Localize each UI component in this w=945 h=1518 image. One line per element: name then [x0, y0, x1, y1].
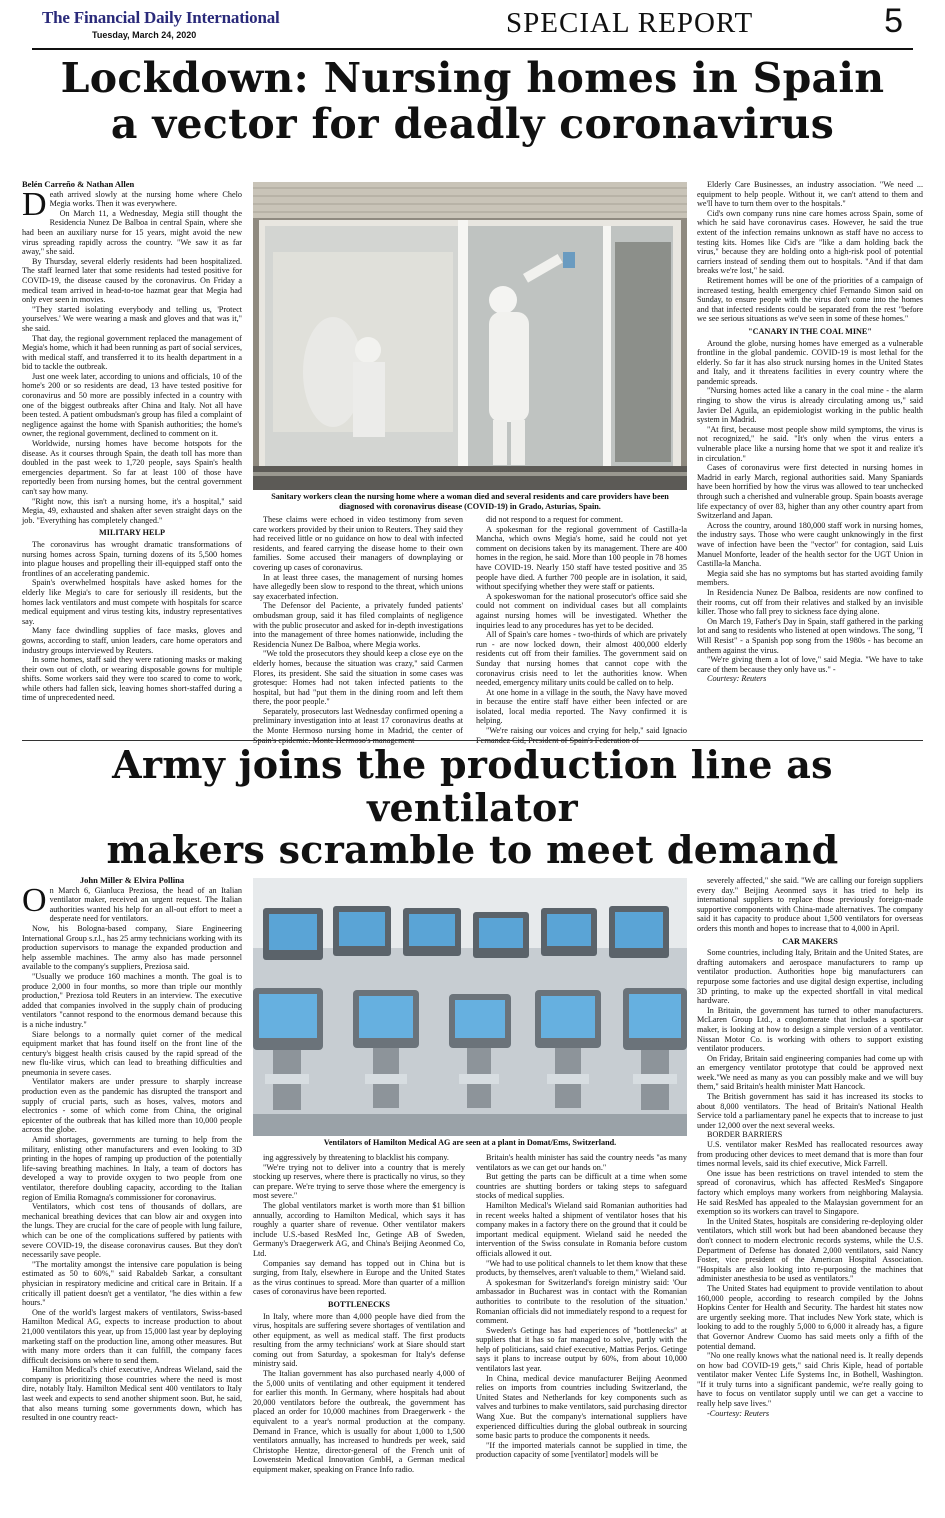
article1-column-2 — [253, 515, 463, 745]
paragraph: Cid's own company runs nine care homes across Spain, some of which he said have coronavirus cases. However, he said the true extent of the infection remains unknown as staff have no access to testing kits. Homes like Cid's are "like a dam holding back the virus," because they are holding onto a high-risk pool of potential carriers instead of sending them out to hospitals. "And if that dam breaks we're lost," he said. — [697, 208, 923, 276]
paragraph: On March 11, a Wednesday, Megia still thought the Residencia Nunez De Balboa in central Spain, where she had been an auxiliary nurse for 15 years, might avoid the new virus spreading rapidly across the country. "We saw it as far away," she said. — [22, 208, 242, 257]
article2-photo-caption: Ventilators of Hamilton Medical AG are seen at a plant in Domat/Ems, Switzerland. — [323, 1138, 617, 1147]
paragraph: "Usually we produce 160 machines a month. The goal is to produce 2,000 in four months, so more than triple our monthly production," Preziosa told Reuters in an interview. The executive added that companies involved in the supply chain of producing ventilators "cannot respond to the enormous demand because this is a niche industry." — [22, 971, 242, 1029]
article1-subhead-canary: "CANARY IN THE COAL MINE" — [748, 326, 872, 336]
paragraph: Retirement homes will be one of the priorities of a campaign of increased testing, health emergency chief Fernando Simon said on Sunday, to ensure people with the virus don't come into the homes and that infected residents could be separated from the rest "before we see serious situations as we've seen in some of these homes." — [697, 275, 923, 324]
paragraph: The Defensor del Paciente, a privately funded patients' ombudsman group, said it has filed complaints of negligence with the public prosecutor and asked for in-depth investigations into the management of three homes nationwide, including the Residencia Nunez De Balboa, where Megia works. — [253, 601, 463, 649]
paragraph: n March 6, Gianluca Preziosa, the head of an Italian ventilator maker, received an urgent request. The Italian authorities wanted his help for an all-out effort to meet a desperate need for ventilators. — [49, 885, 242, 924]
paragraph: "The mortality amongst the intensive care population is being estimated as 50 to 60%," said Rabaldeb Sarkar, a consultant physician in respiratory medicine and critical care in Britain. If a critically ill patient doesn't get a ventilator, "he dies within a few hours." — [22, 1259, 242, 1308]
article1-byline: Belén Carreño & Nathan Allen — [22, 179, 135, 189]
paragraph: "Nursing homes acted like a canary in the coal mine - the alarm ringing to show the virus is already circulating among us," said Javier Del Aguila, an epidemiologist working in the public health system in Madrid. — [697, 386, 923, 425]
paragraph: At one home in a village in the south, the Navy have moved in because the entire staff have either been infected or are isolated, local media reported. The Navy confirmed it is helping. — [476, 687, 687, 726]
paragraph: "If the imported materials cannot be supplied in time, the production capacity of some [ventilator] models will be — [476, 1440, 687, 1460]
paragraph: Megia said she has no symptoms but has started avoiding family members. — [697, 568, 923, 588]
paragraph: A spokeswoman for the national prosecutor's office said she could not comment on individual cases but all complaints against nursing homes will be investigated. Whether the inquiries lead to any procedures has yet to be decided. — [476, 591, 687, 630]
paragraph: "We're raising our voices and crying for help," said Ignacio Fernandez Cid, President of Spain's Federation of — [476, 726, 687, 745]
paragraph: Ventilators, which cost tens of thousands of dollars, are mechanical breathing devices that can blow air and oxygen into the lungs. They are crucial for the care of people with lung failure, which can be one of the complications suffered by patients with severe COVID-19, the disease coronavirus causes. But they don't necessarily save people. — [22, 1202, 242, 1260]
paragraph: Ventilator makers are under pressure to sharply increase production even as the pandemic has disrupted the transport and supply of crucial parts, such as hoses, valves, motors and electronics - some of which come from China, the original epicenter of the outbreak that has killed more than 10,000 people across the globe. — [22, 1077, 242, 1135]
paragraph: Now, his Bologna-based company, Siare Engineering International Group s.r.l., has 25 army technicians working with its production supervisors to manage the expanded production and help assemble machines. The army also has made personnel available to the company's suppliers, Preziosa said. — [22, 923, 242, 972]
paragraph: Many face dwindling supplies of face masks, gloves and gowns, according to staff, union leaders, care home operators and industry groups interviewed by Reuters. — [22, 626, 242, 655]
section-title: SPECIAL REPORT — [506, 7, 754, 39]
paragraph: Worldwide, nursing homes have become hotspots for the disease. As it courses through Spain, the death toll has more than doubled in the past week to 1,720 people, says Spain's health emergencies department. So far at least 100 of those have reportedly been from nursing homes, but the central government can't say how many. — [22, 439, 242, 496]
article1-dropcap: D — [22, 185, 47, 223]
paragraph: Sweden's Getinge has had experiences of "bottlenecks" at suppliers that it has so far managed to solve, partly with the help of politicians, said chief executive, Mattias Perjos. Getinge says it plans to increase output by 60%, from about 10,000 ventilators last year. — [476, 1325, 687, 1374]
ventilators-photo-illustration — [253, 878, 687, 1136]
paragraph: Elderly Care Businesses, an industry association. "We need ... equipment to help people. Without it, we can't attend to them and we'll have to turn them over to the hospitals." — [697, 180, 923, 209]
paragraph: Separately, prosecutors last Wednesday confirmed opening a preliminary investigation into at least 17 coronavirus deaths at the Monte Hermoso nursing home in Madrid, the center of Spain's epidemic. Monte Hermoso's management — [253, 706, 463, 745]
paragraph: Across the country, around 180,000 staff work in nursing homes, the industry says. Those who were caught unknowingly in the first wave of infection have been the "vector" for contagion, said Luis Manuel Monforte, leader of the health sector for the UGT Union in Castilla-la Mancha. — [697, 520, 923, 569]
paragraph: On March 19, Father's Day in Spain, staff gathered in the parking lot and sang to residents who listened at open windows. The song, "I Will Resist" - a Spanish pop song from the 1980s - has become an anthem against the virus. — [697, 616, 923, 655]
paragraph: "They started isolating everybody and telling us, 'Protect yourselves.' We were wearing a mask and gloves and that was it," she said. — [22, 304, 242, 333]
masthead-divider — [32, 48, 913, 50]
paragraph: Just one week later, according to unions and officials, 10 of the home's 200 or so residents are dead, 13 have tested positive for coronavirus and 50 more are possibly infected in a country with one of the biggest outbreaks after China and Italy. Not all have been tested. A patient ombudsman's group has filed a complaint of negligence against the home with Spanish authorities; the home's owner, the regional government, declined to comment on it. — [22, 371, 242, 439]
paragraph: But getting the parts can be difficult at a time when some countries are shutting borders or taking steps to safeguard stocks of medical supplies. — [476, 1172, 687, 1201]
paragraph: "We told the prosecutors they should keep a close eye on the elderly homes, because the situation was crazy," said Carmen Flores, its president. She said the situation in some cases was grotesque: Homes had not taken infected patients to the hospital, but had "put them in the dining room and left them there, the poor people." — [253, 649, 463, 707]
article2-photo-ventilators — [253, 878, 687, 1136]
paragraph: The United States had equipment to provide ventilation to about 160,000 people, according to research compiled by the Johns Hopkins Center for Health and Security. The hardest hit states now are urgently seeking more. That includes New York state, which is looking to add to the roughly 5,000 to 6,000 it already has, a figure that Governor Andrew Cuomo has said meets only a fifth of the potential demand. — [697, 1283, 923, 1351]
paragraph: In Residencia Nunez De Balboa, residents are now confined to their rooms, cut off from their relatives and stalked by an invisible killer. Those who fall prey to sickness face dying alone. — [697, 587, 923, 617]
paragraph: "We had to use political channels to let them know that these products, by themselves, aren't valuable to them," Wieland said. — [476, 1258, 687, 1278]
article-divider — [22, 740, 923, 741]
article2-headline-line1: Army joins the production line as ventilator — [112, 742, 833, 830]
article2-subhead-car-makers: CAR MAKERS — [782, 936, 838, 946]
paragraph: "At first, because most people show mild symptoms, the virus is not recognized," he said. "It's only when the virus enters a vulnerable place like a nursing home that we spot it and realize it's in circulation." — [697, 424, 923, 463]
paragraph: In the United States, hospitals are considering re-deploying older ventilators, which still work but had been abandoned because they don't connect to modern electronic records systems, while the U.S. Department of Defense has donated 2,000 ventilators, said Nancy Foster, vice president of the American Hospital Association. "Hospitals are also looking into re-purposing the machines that administer anesthesia to be used as ventilators." — [697, 1216, 923, 1284]
article2-headline — [0, 744, 945, 872]
article1-subhead-military-help: MILITARY HELP — [99, 528, 165, 538]
article1-photo-caption: Sanitary workers clean the nursing home where a woman died and several residents and care providers have been diagnosed with coronavirus disease (COVID-19) in Grado, Asturias, Spain. — [271, 492, 669, 511]
paragraph: ing aggressively by threatening to blacklist his company. — [263, 1153, 449, 1162]
article1-column-4 — [697, 180, 923, 735]
paragraph: Hamilton Medical's chief executive, Andreas Wieland, said the company is prioritizing those countries where the need is most dire, notably Italy. Hamilton Medical sent 400 ventilators to Italy last week and expects to send another shipment soon. But, he said, that also means turning some governments down, which has resulted in one country react- — [22, 1365, 242, 1423]
article1-column-1 — [22, 180, 242, 735]
masthead — [10, 4, 935, 48]
paragraph: "Right now, this isn't a nursing home, it's a hospital," said Megia, 49, exhausted and shaken after seven straight days on the job. "Everything has completely changed." — [22, 496, 242, 525]
article2-column-1 — [22, 876, 242, 1514]
paragraph: Cases of coronavirus were first detected in nursing homes in Madrid in early March, regional authorities said. Many Spaniards have been horrified by how the virus was allowed to tear unchecked through such a cherished and vulnerable group. Spain boasts average life expectancy of over 83, higher than any other country apart from Switzerland and Japan. — [697, 463, 923, 521]
paragraph: By Thursday, several elderly residents had been hospitalized. The staff learned later that some residents had tested positive for COVID-19, the disease caused by the coronavirus. On Friday a medical team arrived in head-to-toe hazmat gear that Megia had only ever seen in movies. — [22, 256, 242, 305]
paragraph: One issue has been restrictions on travel intended to stem the spread of coronavirus, which has affected ResMed's Singapore factory which employs many workers from neighboring Malaysia. He said ResMed has appealed to the Malaysian government for an exemption so its workers can travel to Singapore. — [697, 1168, 923, 1217]
article1-headline-line1: Lockdown: Nursing homes in Spain — [60, 54, 885, 102]
article2-column-3 — [476, 1153, 687, 1514]
paragraph: In China, medical device manufacturer Beijing Aeonmed relies on imports from countries including Switzerland, the United States and Netherlands for key components such as valves and turbines to make ventilators, said purchasing director Wang Xue. But the company's international suppliers have experienced difficulties during the global outbreak in sourcing some basic parts to produce the components it needs. — [476, 1373, 687, 1441]
article2-dropcap: O — [22, 881, 47, 919]
issue-date: Tuesday, March 24, 2020 — [92, 30, 197, 40]
article2-byline: John Miller & Elvira Pollina — [79, 875, 185, 885]
paragraph: All of Spain's care homes - two-thirds of which are privately run - are now locked down, their almost 400,000 elderly residents cut off from their families. The government said on Sunday that nursing homes that cannot cope with the coronavirus crisis need to let the authorities know. When needed, emergency military units could be called on to help. — [476, 630, 687, 688]
article1-column-3 — [476, 515, 687, 745]
article2-courtesy: -Courtesy: Reuters — [707, 1408, 770, 1418]
article1-headline-line2: a vector for deadly coronavirus — [110, 99, 835, 148]
paragraph: In Britain, the government has turned to other manufacturers. McLaren Group Ltd., a conglomerate that includes a sports-car maker, is looking at how to design a simple version of a ventilator. Nissan Motor Co. is working with others to support existing ventilator producers. — [697, 1005, 923, 1054]
paragraph: The global ventilators market is worth more than $1 billion annually, according to Hamilton Medical, which says it has roughly a quarter share of revenue. Other ventilator makers include U.S.-based ResMed Inc, Getinge AB of Sweden, Germany's Draegerwerk AG, and China's Beijing Aeonmed Co, Ltd. — [253, 1200, 465, 1258]
article2-column-4 — [697, 876, 923, 1514]
paragraph: The British government has said it has increased its stocks to about 8,000 ventilators. The head of Britain's National Health Service told a parliamentary panel he expects that to increase to just under 12,000 over the next several weeks. — [697, 1092, 923, 1130]
paragraph: "We're trying not to deliver into a country that is merely stocking up reserves, where there is practically no virus, so they can prepare. We're trying to serve those where the emergency is most severe." — [253, 1162, 465, 1201]
paragraph: "We're giving them a lot of love," said Megia. "We have to take care of them because they only have us." - — [697, 655, 923, 674]
paragraph: A spokesman for the regional government of Castilla-la Mancha, which owns Megia's home, said he could not yet comment on decisions taken by its management. There are 400 homes in the region, he said. More than 100 people in 78 homes have COVID-19. Nearly 150 staff have tested positive and 35 people have died. A further 700 people are in isolation, it said, without specifying whether they were staff or patients. — [476, 524, 687, 592]
article2-subhead-bottlenecks: BOTTLENECKS — [328, 1299, 390, 1309]
article2-headline-line2: makers scramble to meet demand — [106, 827, 839, 873]
paragraph: These claims were echoed in video testimony from seven care workers provided by their union to Reuters. They said they had received little or no guidance on how to deal with infected residents, and feared carrying the disease home to their own families. Some accused their managers of downplaying or covering up cases of coronavirus. — [253, 515, 463, 572]
paragraph: In some homes, staff said they were rationing masks or making their own out of cloth, or wearing disposable gowns for multiple shifts. Some workers said they were too scared to come to work, while others had fallen sick, leaving homes short-staffed during a time of unprecedented need. — [22, 655, 242, 703]
paragraph: Siare belongs to a normally quiet corner of the medical equipment market that has found itself on the front line of the century's biggest health crisis caused by the rapid spread of the new flu-like virus, which can lead to breathing difficulties and pneumonia in severe cases. — [22, 1029, 242, 1077]
paragraph: eath arrived slowly at the nursing home where Chelo Megia works. Then it was everywhere. — [49, 189, 242, 209]
article1-courtesy: Courtesy: Reuters — [707, 674, 767, 684]
paragraph: Around the globe, nursing homes have emerged as a vulnerable frontline in the global pandemic. COVID-19 is most lethal for the elderly. So far it has also struck nursing homes in the United States and Italy, and it threatens facilities in every country where the pandemic spreads. — [697, 338, 923, 386]
newspaper-name: The Financial Daily International — [42, 8, 280, 27]
article2-column-2 — [253, 1153, 465, 1514]
paragraph: The coronavirus has wrought dramatic transformations of nursing homes across Spain, turning dozens of its 5,500 homes into plague houses and propelling their ill-equipped staff onto the frontlines of an accelerating pandemic. — [22, 539, 242, 578]
paragraph: did not respond to a request for comment. — [486, 515, 623, 524]
paragraph: Amid shortages, governments are turning to help from the military, enlisting other manufacturers and even looking to 3D printing in the hopes of ramping up production of the potentially life-saving breathing machines. In Italy, a team of doctors has developed a way to provide oxygen to two people from one ventilator, therefore doubling capacity, according to the Italian region of Emilia Romagna's commissioner for coronavirus. — [22, 1135, 242, 1202]
paragraph: Hamilton Medical's Wieland said Romanian authorities had in recent weeks halted a shipment of ventilator hoses that his company makes in a factory there on the ground that it could be important medical equipment. Wieland said he needed the intervention of the Swiss consulate in Romania before custom officials allowed it out. — [476, 1200, 687, 1258]
paragraph: Spain's overwhelmed hospitals have asked homes for the elderly like Megia's to care for seriously ill residents, but the homes lack ventilators and must compete with hospitals for scarce medical equipment and virus testing kits, industry representatives say. — [22, 578, 242, 626]
paragraph: Britain's health minister has said the country needs "as many ventilators as we can get our hands on." — [476, 1153, 687, 1172]
paragraph: A spokesman for Switzerland's foreign ministry said: 'Our ambassador in Bucharest was in contact with the Romanian authorities to contribute to the resolution of the situation.' Romanian officials did not immediately respond to a request for comment. — [476, 1277, 687, 1326]
paragraph: BORDER BARRIERS — [707, 1130, 783, 1140]
paragraph: "No one really knows what the national need is. It really depends on how bad COVID-19 gets," said Chris Kiple, head of portable ventilator maker Ventec Life Systems Inc, in Bothell, Washington. "If it truly turns into a significant pandemic, we're really going to have to focus on ventilator supply until we can get a vaccine to really help save lives." — [697, 1351, 923, 1409]
paragraph: Companies say demand has topped out in China but is surging, from Italy, elsewhere in Europe and the United States as the virus continues to spread. More than quarter of a million cases of coronavirus have been reported. — [253, 1258, 465, 1297]
paragraph: On Friday, Britain said engineering companies had come up with an emergency ventilator prototype that could be approved next week."We need as many as you can possibly make and we will buy them," said Britain's health minister Matt Hancock. — [697, 1053, 923, 1092]
paragraph: That day, the regional government replaced the management of Megia's home, which it had been running as part of social services, with medical staff, and transferred it to its health department in a bid to tackle the outbreak. — [22, 333, 242, 372]
paragraph: severely affected," she said. "We are calling our foreign suppliers every day." Beijing Aeonmed says it has tried to help its international suppliers to replace those previously foreign-made supportive components with China-made alternatives. The company said it has capacity to produce about 1,500 ventilators for overseas orders this month and hopes to increase that to 4,000 in April. — [697, 876, 923, 933]
paragraph: In at least three cases, the management of nursing homes have allegedly been slow to respond to the threat, which unions say exacerbated infection. — [253, 572, 463, 601]
paragraph: In Italy, where more than 4,000 people have died from the virus, hospitals are suffering severe shortages of ventilation and other equipment, as well as medical staff. The first products resulting from the army technicians' work at Siare should start coming out from Saturday, a spokesman for Italy's defense ministry said. — [253, 1311, 465, 1369]
page-number: 5 — [884, 2, 903, 40]
paragraph: Some countries, including Italy, Britain and the United States, are drafting automakers and aerospace manufacturers to ramp up ventilator production. Authorities hope big manufacturers can repurpose some factories and use digital design expertise, including 3D printing, to make up the expected shortfall in vital medical hardware. — [697, 948, 923, 1006]
article1-photo-nursing-home-cleaning — [253, 182, 687, 490]
nursing-home-photo-illustration — [253, 182, 687, 490]
article1-headline — [0, 56, 945, 148]
paragraph: One of the world's largest makers of ventilators, Swiss-based Hamilton Medical AG, expects to increase production to about 21,000 ventilators this year, up from 15,000 last year by deploying marketing staff on the production line, among other measures. But with many more orders than it can fulfill, the company faces difficult decisions on where to send them. — [22, 1307, 242, 1365]
paragraph: U.S. ventilator maker ResMed has reallocated resources away from producing other devices to meet demand that is more than four times normal levels, said its chief executive, Mick Farrell. — [697, 1140, 923, 1169]
paragraph: The Italian government has also purchased nearly 4,000 of the 5,000 units of ventilating and other equipment it tendered for earlier this month. In Germany, where hospitals had about 20,000 ventilators before the outbreak, the government has placed an order for 10,000 machines from Draegerwerk - the equivalent to a year's normal production at the company. Demand in France, which is usually for about 1,000 to 1,500 ventilators annually, has increased to hundreds per week, said Christophe Hentze, director-general of the French unit of Lowenstein Medical Innovation GmbH, a German medical equipment maker, speaking on France Info radio. — [253, 1369, 465, 1474]
